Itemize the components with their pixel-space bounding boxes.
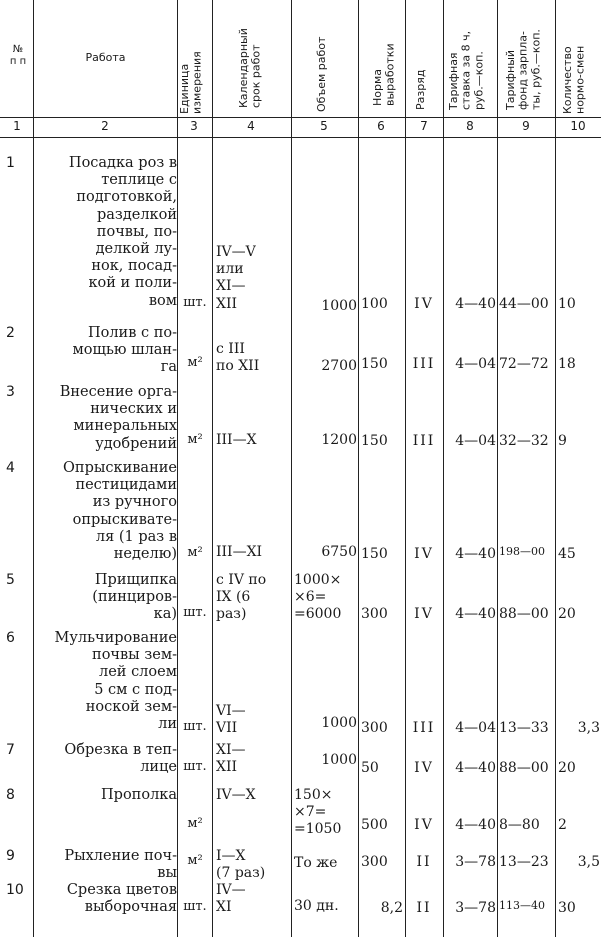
column-number: 3 xyxy=(190,119,198,133)
row-number: 6 xyxy=(6,630,15,646)
shifts-cell: 20 xyxy=(558,760,576,776)
column-number: 2 xyxy=(101,119,109,133)
volume-cell: 6750 xyxy=(321,544,357,560)
work-description: Опрыскивание пестицидами из ручного опрыскивате- ля (1 раз в неделю) xyxy=(63,460,177,563)
norm-cell: 150 xyxy=(361,546,388,562)
fund-cell: 113—40 xyxy=(499,899,545,912)
column-divider xyxy=(212,0,213,937)
column-divider xyxy=(443,0,444,937)
norm-cell: 150 xyxy=(361,433,388,449)
shifts-cell: 30 xyxy=(558,900,576,916)
unit-cell: м² xyxy=(187,545,203,560)
norm-cell: 50 xyxy=(361,760,379,776)
norm-cell: 300 xyxy=(361,854,388,870)
fund-cell: 198—00 xyxy=(499,545,545,558)
row-number: 3 xyxy=(6,384,15,400)
column-number-rule xyxy=(0,137,601,138)
grade-cell: IV xyxy=(414,817,434,833)
rate-cell: 4—40 xyxy=(455,296,496,312)
unit-cell: м² xyxy=(187,816,203,831)
fund-cell: 88—00 xyxy=(499,606,549,622)
row-number: 9 xyxy=(6,848,15,864)
volume-cell: 1000 xyxy=(321,752,357,768)
unit-cell: м² xyxy=(187,355,203,370)
shifts-cell: 2 xyxy=(558,817,567,833)
rate-cell: 4—40 xyxy=(455,817,496,833)
column-divider xyxy=(291,0,292,937)
unit-cell: шт. xyxy=(183,719,207,734)
volume-cell: 1200 xyxy=(321,432,357,448)
column-divider xyxy=(497,0,498,937)
column-number: 4 xyxy=(247,119,255,133)
grade-cell: IV xyxy=(414,760,434,776)
term-cell: I—X (7 раз) xyxy=(216,848,266,882)
rate-cell: 4—04 xyxy=(455,720,496,736)
shifts-cell: 3,5 xyxy=(577,854,600,870)
term-cell: III—XI xyxy=(216,544,263,560)
fund-cell: 72—72 xyxy=(499,356,549,372)
fund-cell: 13—33 xyxy=(499,720,549,736)
rate-cell: 3—78 xyxy=(455,854,496,870)
work-description: Прополка xyxy=(101,787,177,803)
rate-cell: 4—04 xyxy=(455,356,496,372)
grade-cell: III xyxy=(412,720,436,736)
column-divider xyxy=(358,0,359,937)
row-number: 7 xyxy=(6,742,15,758)
shifts-cell: 18 xyxy=(558,356,576,372)
volume-cell: 150× ×7= =1050 xyxy=(294,787,342,838)
norm-cell: 300 xyxy=(361,720,388,736)
norm-cell: 300 xyxy=(361,606,388,622)
grade-cell: IV xyxy=(414,606,434,622)
header-grade: Разряд xyxy=(414,69,427,110)
fund-cell: 8—80 xyxy=(499,817,540,833)
term-cell: IV—V или XI— XII xyxy=(216,244,256,312)
row-number: 10 xyxy=(6,882,24,898)
grade-cell: II xyxy=(416,854,432,870)
term-cell: III—X xyxy=(216,432,257,448)
row-number: 1 xyxy=(6,155,15,171)
header-rate: Тарифная ставка за 8 ч, руб.—коп. xyxy=(447,30,486,110)
grade-cell: III xyxy=(412,433,436,449)
column-number: 9 xyxy=(522,119,530,133)
term-cell: с III по XII xyxy=(216,341,260,375)
column-divider xyxy=(555,0,556,937)
column-number: 6 xyxy=(377,119,385,133)
norm-cell: 100 xyxy=(361,296,388,312)
header-fund: Тарифный фонд зарпла- ты, руб.—коп. xyxy=(504,29,543,110)
work-description: Срезка цветов выборочная xyxy=(66,882,177,916)
column-number: 10 xyxy=(570,119,586,133)
grade-cell: III xyxy=(412,356,436,372)
fund-cell: 32—32 xyxy=(499,433,549,449)
rate-cell: 3—78 xyxy=(455,900,496,916)
volume-cell: 1000 xyxy=(321,298,357,314)
norm-cell: 8,2 xyxy=(380,900,403,916)
term-cell: VI— VII xyxy=(216,703,246,737)
header-term: Календарный срок работ xyxy=(237,28,263,108)
unit-cell: м² xyxy=(187,853,203,868)
work-description: Рыхление поч- вы xyxy=(64,848,177,882)
row-number: 2 xyxy=(6,325,15,341)
unit-cell: м² xyxy=(187,432,203,447)
column-divider xyxy=(177,0,178,937)
header-work: Работа xyxy=(85,51,126,64)
shifts-cell: 10 xyxy=(558,296,576,312)
work-description: Прищипка (пинциров- ка) xyxy=(92,572,177,623)
unit-cell: шт. xyxy=(183,295,207,310)
shifts-cell: 20 xyxy=(558,606,576,622)
grade-cell: IV xyxy=(414,546,434,562)
rate-cell: 4—40 xyxy=(455,760,496,776)
volume-cell: 1000 xyxy=(321,715,357,731)
term-cell: IV— XI xyxy=(216,882,246,916)
work-description: Посадка роз в теплице с подготовкой, разделкой почвы, по- делкой лу- нок, посад- кой и поли- вом xyxy=(68,155,177,309)
shifts-cell: 45 xyxy=(558,546,576,562)
volume-cell: 2700 xyxy=(321,358,357,374)
header-rule xyxy=(0,117,601,118)
work-description: Мульчирование почвы зем- лей слоем 5 см с под- ноской зем- ли xyxy=(54,630,177,733)
column-number: 5 xyxy=(320,119,328,133)
norm-cell: 500 xyxy=(361,817,388,833)
row-number: 5 xyxy=(6,572,15,588)
fund-cell: 44—00 xyxy=(499,296,549,312)
shifts-cell: 9 xyxy=(558,433,567,449)
work-description: Внесение орга- нических и минеральных удобрений xyxy=(59,384,177,452)
header-unit: Единица измерения xyxy=(178,51,204,114)
row-number: 8 xyxy=(6,787,15,803)
term-cell: с IV по IX (6 раз) xyxy=(216,572,267,623)
rate-cell: 4—40 xyxy=(455,546,496,562)
grade-cell: IV xyxy=(414,296,434,312)
column-divider xyxy=(405,0,406,937)
column-number: 1 xyxy=(13,119,21,133)
column-divider xyxy=(33,0,34,937)
work-description: Полив с по- мощью шлан- га xyxy=(72,325,177,376)
shifts-cell: 3,3 xyxy=(577,720,600,736)
rate-cell: 4—40 xyxy=(455,606,496,622)
row-number: 4 xyxy=(6,460,15,476)
unit-cell: шт. xyxy=(183,759,207,774)
work-description: Обрезка в теп- лице xyxy=(64,742,177,776)
column-number: 8 xyxy=(466,119,474,133)
rate-cell: 4—04 xyxy=(455,433,496,449)
fund-cell: 88—00 xyxy=(499,760,549,776)
norm-cell: 150 xyxy=(361,356,388,372)
unit-cell: шт. xyxy=(183,899,207,914)
header-volume: Объем работ xyxy=(315,36,328,112)
header-shifts: Количество нормо-смен xyxy=(561,45,587,114)
column-number: 7 xyxy=(420,119,428,133)
term-cell: XI— XII xyxy=(216,742,246,776)
header-number: № п п xyxy=(9,44,27,67)
volume-cell: 30 дн. xyxy=(294,898,339,914)
grade-cell: II xyxy=(416,900,432,916)
volume-cell: То же xyxy=(294,855,338,871)
term-cell: IV—X xyxy=(216,787,256,803)
fund-cell: 13—23 xyxy=(499,854,549,870)
volume-cell: 1000× ×6= =6000 xyxy=(294,572,342,623)
header-norm: Норма выработки xyxy=(371,43,397,106)
unit-cell: шт. xyxy=(183,605,207,620)
